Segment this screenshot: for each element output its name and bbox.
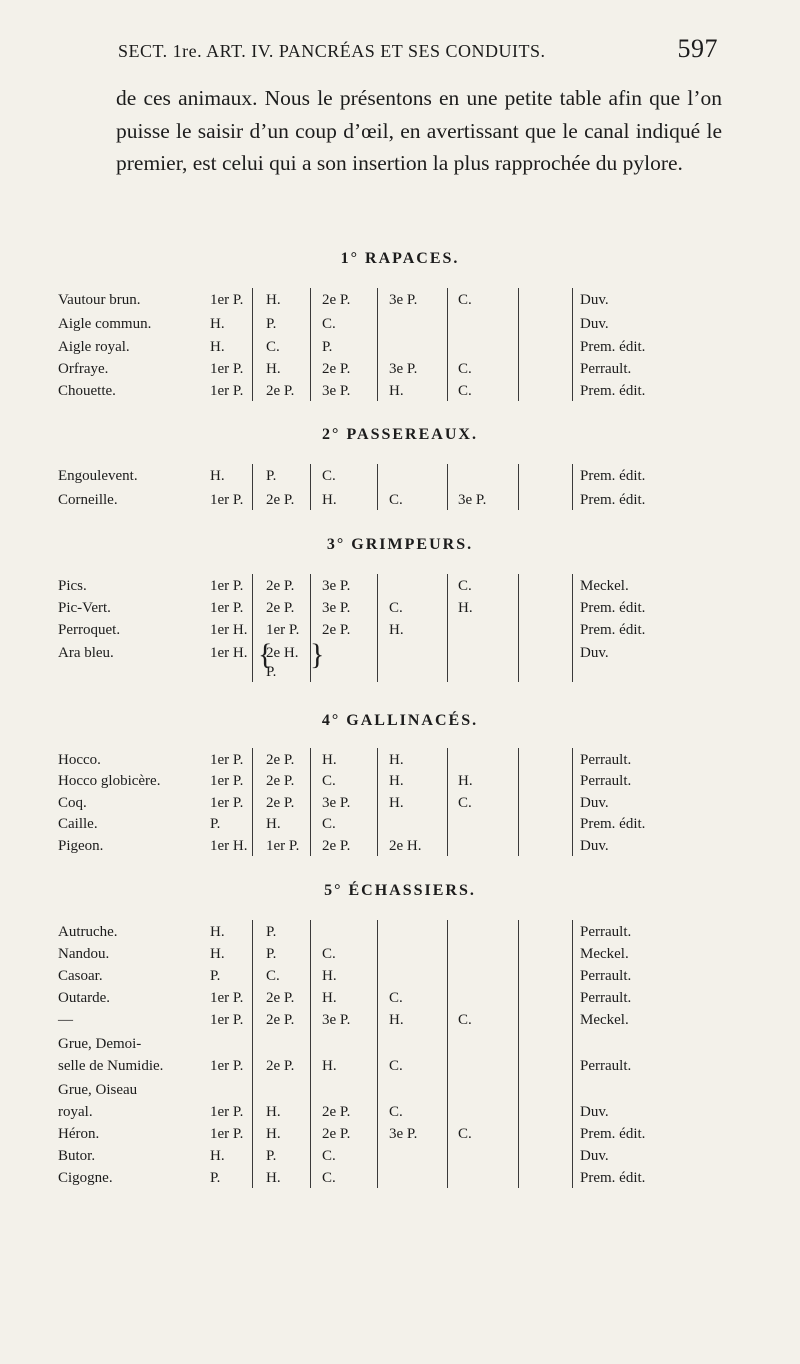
animal-name: Perroquet. — [58, 622, 121, 638]
table-row — [0, 598, 800, 618]
table-row — [0, 1124, 800, 1144]
animal-name: Aigle commun. — [58, 316, 152, 332]
table-row — [0, 988, 800, 1008]
canal-4: 3e P. — [389, 292, 418, 308]
canal-5: C. — [458, 292, 472, 308]
animal-name: Nandou. — [58, 946, 110, 962]
animal-name: — — [58, 1012, 73, 1028]
table-row — [0, 359, 800, 379]
canal-2: 2e P. — [266, 578, 295, 594]
canal-3: 3e P. — [322, 1012, 351, 1028]
column-rule — [447, 748, 448, 856]
source: Meckel. — [580, 578, 629, 594]
canal-2: 2e P. — [266, 752, 295, 768]
canal-2: H. — [266, 292, 281, 308]
canal-1: P. — [210, 816, 221, 832]
canal-2: H. — [266, 1170, 281, 1186]
canal-4: 3e P. — [389, 361, 418, 377]
column-rule — [447, 920, 448, 1188]
canal-3: 2e P. — [322, 838, 351, 854]
table-row — [0, 793, 800, 813]
source: Prem. édit. — [580, 816, 646, 832]
canal-1: 1er P. — [210, 600, 244, 616]
source: Perrault. — [580, 361, 632, 377]
canal-3: P. — [322, 339, 333, 355]
canal-2: H. — [266, 816, 281, 832]
canal-1: 1er P. — [210, 795, 244, 811]
column-rule — [518, 748, 519, 856]
animal-name: Vautour brun. — [58, 292, 141, 308]
canal-3: C. — [322, 316, 336, 332]
column-rule — [377, 288, 378, 401]
canal-5: H. — [458, 600, 473, 616]
animal-name: Autruche. — [58, 924, 118, 940]
canal-5: C. — [458, 578, 472, 594]
source: Duv. — [580, 795, 609, 811]
canal-3: 3e P. — [322, 600, 351, 616]
table-row — [0, 750, 800, 770]
animal-name: Orfraye. — [58, 361, 109, 377]
table-row — [0, 814, 800, 834]
section-title: 5° ÉCHASSIERS. — [324, 882, 476, 899]
section-title: 1° RAPACES. — [340, 250, 460, 267]
canal-1: 1er P. — [210, 1058, 244, 1074]
column-rule — [518, 920, 519, 1188]
canal-5: H. — [458, 773, 473, 789]
canal-4: H. — [389, 622, 404, 638]
canal-5: C. — [458, 795, 472, 811]
canal-3: H. — [322, 1058, 337, 1074]
canal-1: P. — [210, 968, 221, 984]
source: Prem. édit. — [580, 468, 646, 484]
canal-4: 2e H. — [389, 838, 422, 854]
table-row — [0, 1080, 800, 1100]
animal-name: Cigogne. — [58, 1170, 113, 1186]
source: Duv. — [580, 292, 609, 308]
column-rule — [377, 464, 378, 510]
canal-4: C. — [389, 990, 403, 1006]
table-row — [0, 643, 800, 663]
source: Perrault. — [580, 1058, 632, 1074]
running-header — [118, 34, 718, 64]
table-row — [0, 314, 800, 334]
canal-4: H. — [389, 1012, 404, 1028]
column-rule — [518, 574, 519, 682]
canal-1: 1er P. — [210, 361, 244, 377]
canal-2: 2e P. — [266, 795, 295, 811]
canal-4: H. — [389, 383, 404, 399]
canal-4: C. — [389, 492, 403, 508]
canal-4: C. — [389, 600, 403, 616]
canal-3: 3e P. — [322, 383, 351, 399]
canal-1: 1er P. — [210, 752, 244, 768]
canal-3: C. — [322, 1170, 336, 1186]
canal-1: H. — [210, 946, 225, 962]
canal-1: H. — [210, 924, 225, 940]
animal-name: Casoar. — [58, 968, 103, 984]
canal-1: 1er P. — [210, 1126, 244, 1142]
source: Duv. — [580, 838, 609, 854]
canal-2: 2e P. — [266, 1012, 295, 1028]
table-row — [0, 1034, 800, 1054]
source: Meckel. — [580, 1012, 629, 1028]
column-rule — [252, 288, 253, 401]
source: Prem. édit. — [580, 1126, 646, 1142]
canal-1: 1er P. — [210, 492, 244, 508]
column-rule — [252, 574, 253, 682]
column-rule — [377, 920, 378, 1188]
canal-5: 3e P. — [458, 492, 487, 508]
canal-1: 1er P. — [210, 1104, 244, 1120]
intro-paragraph: de ces animaux. Nous le présentons en une petite table afin que l’on puisse le saisir d’un coup d’œil, en avertissant que le canal indiqué le premier, est celui qui a son insertion la plus rapprochée du pylore. — [116, 86, 722, 175]
column-rule — [572, 464, 573, 510]
canal-2: 2e P. — [266, 492, 295, 508]
canal-1: P. — [210, 1170, 221, 1186]
canal-3: 3e P. — [322, 795, 351, 811]
canal-2: P. — [266, 468, 277, 484]
canal-1: 1er P. — [210, 990, 244, 1006]
animal-name: Aigle royal. — [58, 339, 130, 355]
canal-4: C. — [389, 1104, 403, 1120]
header-title: SECT. 1re. ART. IV. PANCRÉAS ET SES CONDUITS. — [118, 41, 546, 61]
column-rule — [572, 574, 573, 682]
table-row — [0, 381, 800, 401]
source: Prem. édit. — [580, 339, 646, 355]
canal-2: P. — [266, 316, 277, 332]
canal-1: H. — [210, 339, 225, 355]
table-row — [0, 1102, 800, 1122]
canal-2: H. — [266, 1104, 281, 1120]
canal-3: 2e P. — [322, 1104, 351, 1120]
table-row — [0, 490, 800, 510]
section-title: 2° PASSEREAUX. — [322, 426, 478, 443]
right-brace: } — [310, 638, 325, 671]
animal-name: Ara bleu. — [58, 645, 114, 661]
canal-3: 2e P. — [322, 622, 351, 638]
section-title: 3° GRIMPEURS. — [326, 536, 474, 553]
column-rule — [447, 464, 448, 510]
animal-name: Grue, Demoi- — [58, 1036, 142, 1052]
canal-2: 1er P. — [266, 838, 300, 854]
table-row — [0, 290, 800, 310]
section-title: 4° GALLINACÉS. — [321, 712, 479, 729]
canal-3: 2e P. — [322, 292, 351, 308]
canal-5: C. — [458, 383, 472, 399]
table-row — [0, 620, 800, 640]
source: Prem. édit. — [580, 383, 646, 399]
column-rule — [572, 748, 573, 856]
column-rule — [572, 920, 573, 1188]
canal-4: H. — [389, 752, 404, 768]
canal-2: 2e P. — [266, 1058, 295, 1074]
animal-name: Hocco globicère. — [58, 773, 161, 789]
source: Perrault. — [580, 924, 632, 940]
canal-4: H. — [389, 773, 404, 789]
column-rule — [377, 574, 378, 682]
column-rule — [518, 288, 519, 401]
source: Duv. — [580, 316, 609, 332]
source: Meckel. — [580, 946, 629, 962]
canal-3: C. — [322, 1148, 336, 1164]
source: Duv. — [580, 1148, 609, 1164]
animal-name: Butor. — [58, 1148, 96, 1164]
source: Prem. édit. — [580, 492, 646, 508]
canal-4: 3e P. — [389, 1126, 418, 1142]
canal-2: P. — [266, 1148, 277, 1164]
table-row — [0, 662, 800, 682]
canal-5: C. — [458, 1012, 472, 1028]
table-row — [0, 966, 800, 986]
canal-5: C. — [458, 1126, 472, 1142]
left-brace: { — [258, 638, 273, 671]
column-rule — [518, 464, 519, 510]
animal-name: royal. — [58, 1104, 93, 1120]
animal-name: Coq. — [58, 795, 87, 811]
source: Prem. édit. — [580, 600, 646, 616]
canal-1: 1er P. — [210, 292, 244, 308]
table-row — [0, 1056, 800, 1076]
animal-name: Chouette. — [58, 383, 116, 399]
source: Perrault. — [580, 990, 632, 1006]
canal-3: C. — [322, 468, 336, 484]
canal-3: 2e P. — [322, 1126, 351, 1142]
canal-3: H. — [322, 968, 337, 984]
canal-1: H. — [210, 1148, 225, 1164]
canal-1: 1er H. — [210, 838, 248, 854]
column-rule — [377, 748, 378, 856]
source: Duv. — [580, 645, 609, 661]
column-rule — [310, 288, 311, 401]
animal-name: Pic-Vert. — [58, 600, 111, 616]
table-row — [0, 836, 800, 856]
source: Perrault. — [580, 752, 632, 768]
canal-4: C. — [389, 1058, 403, 1074]
canal-1: 1er P. — [210, 773, 244, 789]
canal-3: 3e P. — [322, 578, 351, 594]
source: Prem. édit. — [580, 622, 646, 638]
canal-2: 2e P. — [266, 773, 295, 789]
canal-2: 2e P. — [266, 600, 295, 616]
animal-name: Pigeon. — [58, 838, 104, 854]
animal-name: Corneille. — [58, 492, 118, 508]
page-number: 597 — [677, 34, 718, 63]
animal-name: Engoulevent. — [58, 468, 138, 484]
canal-2: 1er P. — [266, 622, 300, 638]
canal-2: H. — [266, 1126, 281, 1142]
canal-3: H. — [322, 492, 337, 508]
animal-name: selle de Numidie. — [58, 1058, 164, 1074]
canal-2: 2e H. — [266, 645, 299, 661]
animal-name: Pics. — [58, 578, 87, 594]
canal-3: 2e P. — [322, 361, 351, 377]
canal-3: H. — [322, 990, 337, 1006]
column-rule — [310, 464, 311, 510]
column-rule — [310, 748, 311, 856]
canal-1: 1er P. — [210, 383, 244, 399]
table-row — [0, 1010, 800, 1030]
canal-2: C. — [266, 968, 280, 984]
canal-1: 1er P. — [210, 1012, 244, 1028]
animal-name: Hocco. — [58, 752, 101, 768]
source: Perrault. — [580, 968, 632, 984]
canal-5: C. — [458, 361, 472, 377]
canal-3: C. — [322, 773, 336, 789]
column-rule — [447, 574, 448, 682]
canal-2: H. — [266, 361, 281, 377]
animal-name: Caille. — [58, 816, 98, 832]
canal-1: 1er H. — [210, 645, 248, 661]
canal-3: C. — [322, 946, 336, 962]
column-rule — [310, 920, 311, 1188]
table-row — [0, 771, 800, 791]
source: Duv. — [580, 1104, 609, 1120]
column-rule — [252, 748, 253, 856]
source: Perrault. — [580, 773, 632, 789]
canal-2: P. — [266, 946, 277, 962]
canal-2: C. — [266, 339, 280, 355]
column-rule — [572, 288, 573, 401]
table-row — [0, 922, 800, 942]
table-row — [0, 1146, 800, 1166]
canal-1: 1er P. — [210, 578, 244, 594]
canal-2: P. — [266, 664, 277, 680]
animal-name: Héron. — [58, 1126, 100, 1142]
canal-1: H. — [210, 316, 225, 332]
canal-1: H. — [210, 468, 225, 484]
column-rule — [252, 920, 253, 1188]
source: Prem. édit. — [580, 1170, 646, 1186]
table-row — [0, 337, 800, 357]
table-row — [0, 944, 800, 964]
canal-4: H. — [389, 795, 404, 811]
table-row — [0, 466, 800, 486]
animal-name: Grue, Oiseau — [58, 1082, 138, 1098]
table-row — [0, 1168, 800, 1188]
canal-2: 2e P. — [266, 383, 295, 399]
canal-1: 1er H. — [210, 622, 248, 638]
canal-2: P. — [266, 924, 277, 940]
canal-2: 2e P. — [266, 990, 295, 1006]
column-rule — [252, 464, 253, 510]
canal-3: H. — [322, 752, 337, 768]
canal-3: C. — [322, 816, 336, 832]
animal-name: Outarde. — [58, 990, 111, 1006]
table-row — [0, 576, 800, 596]
column-rule — [447, 288, 448, 401]
